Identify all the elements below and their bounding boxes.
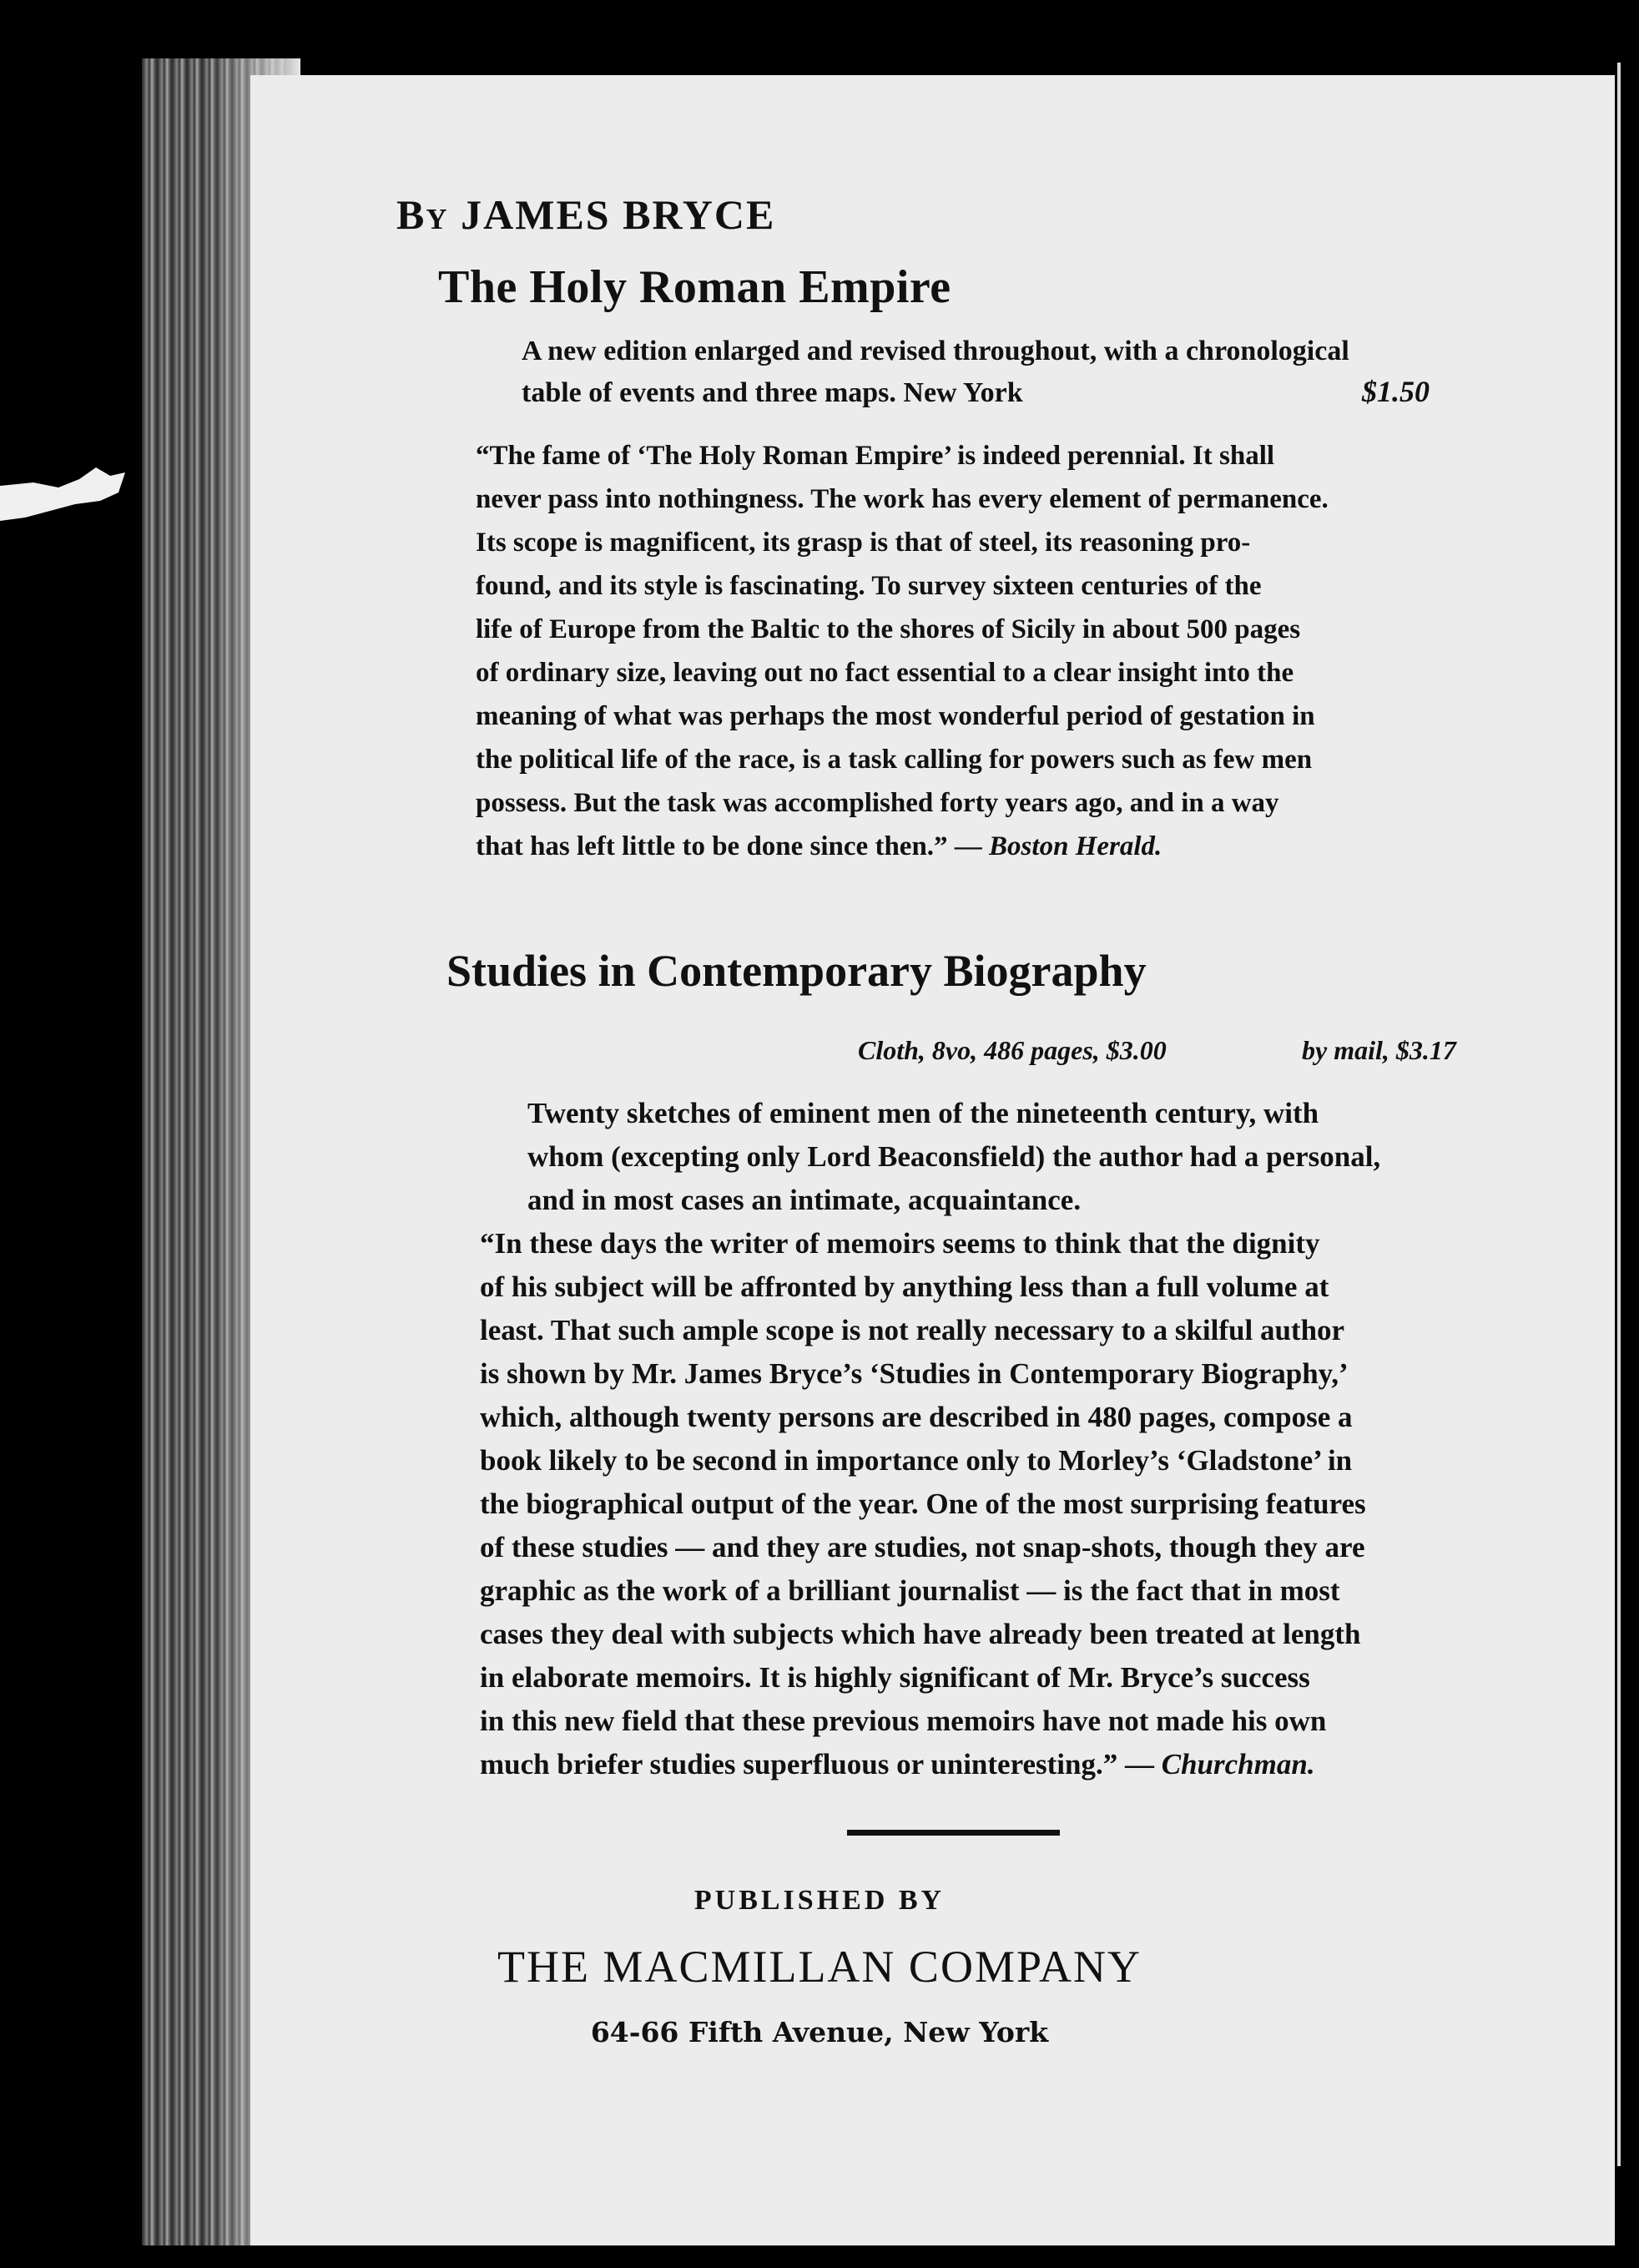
- book2-description-line: Twenty sketches of eminent men of the nineteenth century, with: [527, 1097, 1319, 1129]
- author-heading: [396, 190, 775, 239]
- published-by-label: PUBLISHED BY: [693, 1885, 946, 1916]
- book2-review-line: book likely to be second in importance only to Morley’s ‘Gladstone’ in: [480, 1444, 1353, 1477]
- book1-review-line: possess. But the task was accomplished forty years ago, and in a way: [476, 788, 1279, 818]
- torn-paper-scrap: [0, 467, 125, 526]
- publisher-address: 64-66 Fifth Avenue, New York: [590, 2016, 1049, 2048]
- book1-description-line: table of events and three maps. New York: [522, 377, 1023, 408]
- book1-review-line: found, and its style is fascinating. To survey sixteen centuries of the: [476, 571, 1262, 601]
- book2-review-line: in elaborate memoirs. It is highly significant of Mr. Bryce’s success: [480, 1661, 1310, 1694]
- book1-review-last-line: [476, 831, 1162, 862]
- author-by: By: [396, 191, 449, 238]
- book2-review-line: of his subject will be affronted by anything less than a full volume at: [480, 1270, 1329, 1303]
- book2-review-line: in this new field that these previous memoirs have not made his own: [480, 1705, 1327, 1737]
- book2-review-source: Churchman.: [1161, 1748, 1315, 1781]
- book2-description-line: and in most cases an intimate, acquaintance.: [527, 1184, 1082, 1216]
- book1-review-line: never pass into nothingness. The work has every element of permanence.: [476, 484, 1329, 514]
- book1-review-line: “The fame of ‘The Holy Roman Empire’ is indeed perennial. It shall: [476, 441, 1275, 471]
- book1-price: $1.50: [1362, 375, 1430, 408]
- book1-title: The Holy Roman Empire: [438, 261, 951, 313]
- book2-review-line: graphic as the work of a brilliant journalist — is the fact that in most: [480, 1574, 1340, 1607]
- book1-review-line: life of Europe from the Baltic to the shores of Sicily in about 500 pages: [476, 614, 1301, 644]
- book1-review-source: Boston Herald.: [989, 831, 1162, 861]
- book2-title: Studies in Contemporary Biography: [446, 946, 1147, 996]
- book2-review-line: of these studies — and they are studies, not snap-shots, though they are: [480, 1531, 1365, 1563]
- book2-mail-price: by mail, $3.17: [1302, 1035, 1456, 1065]
- author-name: JAMES BRYCE: [461, 191, 776, 238]
- book1-review-line: the political life of the race, is a task calling for powers such as few men: [476, 745, 1313, 775]
- book2-review-line: least. That such ample scope is not really necessary to a skilful author: [480, 1314, 1345, 1346]
- book1-review-line: of ordinary size, leaving out no fact essential to a clear insight into the: [476, 658, 1294, 688]
- book1-review-line: that has left little to be done since then.” —: [476, 831, 982, 861]
- book2-review-line: much briefer studies superfluous or uninteresting.” —: [480, 1748, 1154, 1781]
- book2-review-line: is shown by Mr. James Bryce’s ‘Studies in Contemporary Biography,’: [480, 1357, 1349, 1390]
- book2-description-line: whom (excepting only Lord Beaconsfield) the author had a personal,: [527, 1140, 1381, 1173]
- book2-review-line: the biographical output of the year. One of the most surprising features: [480, 1488, 1366, 1520]
- book1-description-line: A new edition enlarged and revised throughout, with a chronological: [522, 336, 1349, 366]
- page-edge-line: [1617, 63, 1621, 2166]
- book2-review-line: cases they deal with subjects which have already been treated at length: [480, 1618, 1361, 1650]
- book2-format: Cloth, 8vo, 486 pages, $3.00: [858, 1035, 1167, 1065]
- publisher-name: THE MACMILLAN COMPANY: [497, 1942, 1142, 1992]
- book1-review-line: meaning of what was perhaps the most wonderful period of gestation in: [476, 701, 1315, 731]
- book2-review-line: “In these days the writer of memoirs seems to think that the dignity: [480, 1227, 1320, 1260]
- book1-review-line: Its scope is magnificent, its grasp is that of steel, its reasoning pro-: [476, 528, 1251, 558]
- book2-review-line: which, although twenty persons are described in 480 pages, compose a: [480, 1401, 1353, 1433]
- divider-rule: [847, 1830, 1060, 1836]
- book2-review-last-line: [480, 1748, 1315, 1781]
